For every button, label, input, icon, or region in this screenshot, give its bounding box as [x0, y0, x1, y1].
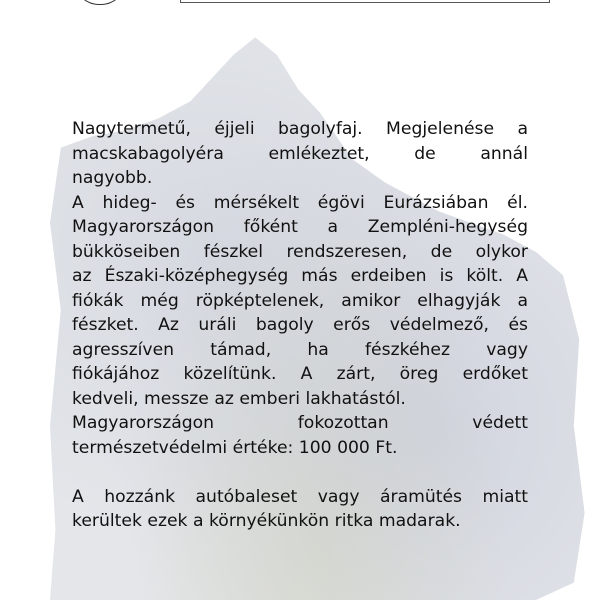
- text-line: agresszíven támad, ha fészkéhez vagy: [72, 339, 528, 360]
- text-line: nagyobb.: [72, 168, 153, 188]
- text-line: természetvédelmi értéke: 100 000 Ft.: [72, 437, 398, 458]
- text-line: macskabagolyéra emlékeztet, de annál: [72, 143, 528, 164]
- text-line: fészket. Az uráli bagoly erős védelmező, és: [72, 315, 528, 335]
- text-line: fiókák még röpképtelenek, amikor elhagyják a: [72, 290, 528, 311]
- text-line: kedveli, messze az emberi lakhatástól.: [72, 388, 406, 409]
- text-line: az Északi-középhegység más erdeiben is költ. A: [72, 266, 528, 286]
- text-line: A hideg- és mérsékelt égövi Eurázsiában él.: [72, 192, 528, 213]
- text-line: Nagytermetű, éjjeli bagolyfaj. Megjelenése a: [72, 119, 528, 139]
- text-line: Magyarországon fokozottan védett: [72, 413, 528, 433]
- logo-seal: [74, 0, 126, 5]
- text-line: bükköseiben fészkel rendszeresen, de olykor: [72, 241, 528, 262]
- title-box: [180, 0, 550, 3]
- description-text: [72, 117, 528, 534]
- text-line: kerültek ezek a környékünkön ritka madarak.: [72, 511, 461, 531]
- text-line: fiókájához közelítünk. A zárt, öreg erdőket: [72, 364, 528, 384]
- text-line: A hozzánk autóbaleset vagy áramütés miatt: [72, 486, 528, 507]
- text-line: Magyarországon főként a Zempléni-hegység: [72, 217, 528, 237]
